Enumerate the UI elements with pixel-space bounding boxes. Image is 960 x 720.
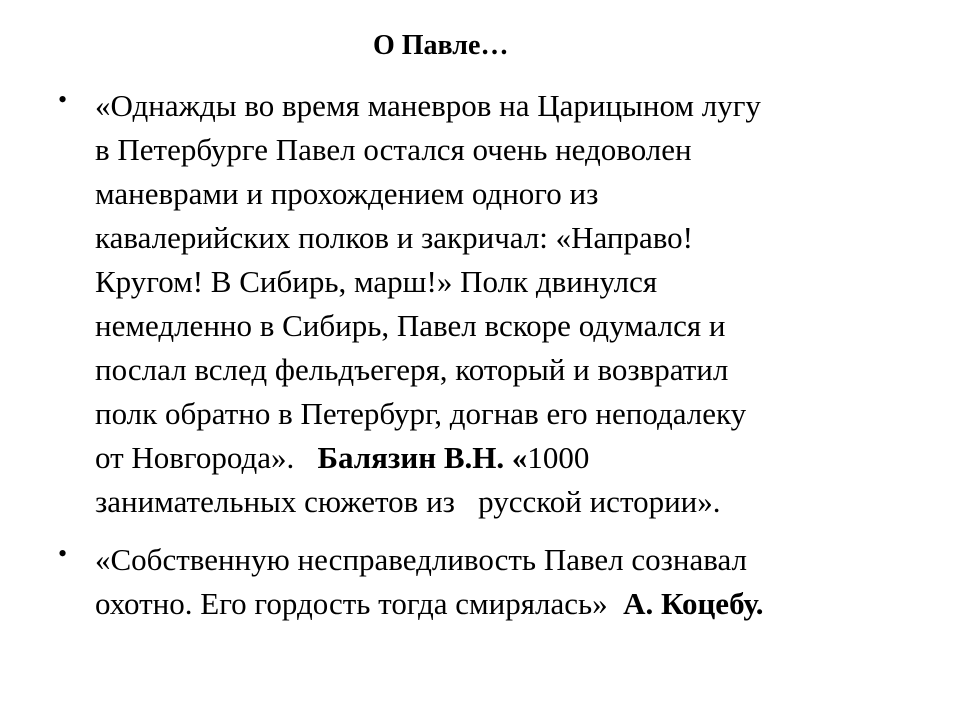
citation-author: А. Коцебу. [623, 586, 764, 621]
slide-title: О Павле… [373, 30, 509, 61]
text-line: кавалерийских полков и закричал: «Направо! [95, 220, 693, 255]
text-line: занимательных сюжетов из русской истории». [95, 484, 721, 519]
text-line: маневрами и прохождением одного из [95, 176, 599, 211]
text-line: полк обратно в Петербург, догнав его неподалеку [95, 396, 747, 431]
text-line: Кругом! В Сибирь, марш!» Полк двинулся [95, 264, 658, 299]
bullet-marker: • [58, 85, 68, 114]
text-line: послал вслед фельдъегеря, который и возвратил [95, 352, 729, 387]
bullet-list [58, 84, 918, 626]
bullet-item-quote-balyazin [58, 84, 918, 524]
text-line-citation: охотно. Его гордость тогда смирялась» А. Коцебу. [95, 586, 764, 621]
bullet-item-quote-kotzebue [58, 538, 918, 626]
citation-author: Балязин В.Н. « [317, 440, 528, 475]
text-line-citation: от Новгорода». Балязин В.Н. «1000 [95, 440, 590, 475]
text-line: «Собственную несправедливость Павел сознавал [95, 542, 747, 577]
text-line: «Однажды во время маневров на Царицыном лугу [95, 88, 761, 123]
text-line: в Петербурге Павел остался очень недоволен [95, 132, 692, 167]
bullet-marker: • [58, 539, 68, 568]
text-line: немедленно в Сибирь, Павел вскоре одумался и [95, 308, 726, 343]
